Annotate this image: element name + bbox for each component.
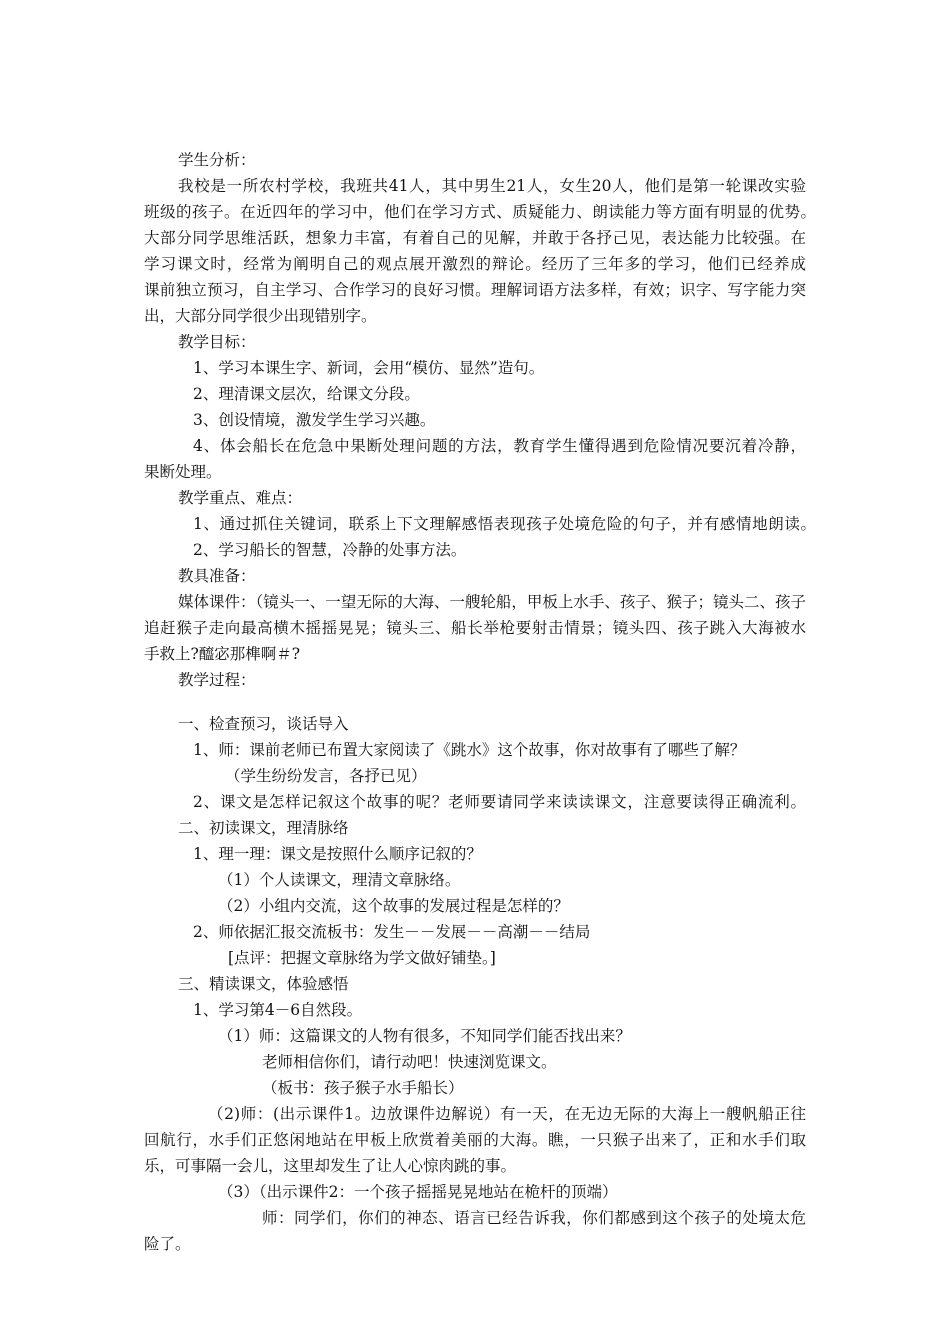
goal-item-continued: 果断处理。 (144, 463, 222, 481)
paragraph-line: 课前独立预习，自主学习、合作学习的良好习惯。理解词语方法多样，有效；识字、写字能力突 (144, 281, 806, 299)
process-subitem: （1）师：这篇课文的人物有很多，不知同学们能否找出来？ (218, 1027, 631, 1045)
goal-item: 3、创设情境，激发学生学习兴趣。 (193, 411, 436, 429)
paragraph-line: 班级的孩子。在近四年的学习中，他们在学习方式、质疑能力、朗读能力等方面有明显的优势。 (144, 203, 816, 221)
comment-note: [点评：把握文章脉络为学文做好铺垫。] (228, 949, 496, 967)
paragraph-line: 出，大部分同学很少出现错别字。 (144, 307, 377, 325)
paragraph-line: 手救上?醯宓那榫啊＃? (144, 645, 301, 663)
section-heading: 二、初读课文，理清脉络 (178, 819, 349, 837)
paragraph-line: 回航行，水手们正悠闲地站在甲板上欣赏着美丽的大海。瞧，一只猴子出来了，正和水手们取 (144, 1131, 806, 1149)
process-subitem: （2）小组内交流，这个故事的发展过程是怎样的？ (218, 897, 569, 915)
paragraph-line: 追赶猴子走向最高横木摇摇晃晃；镜头三、船长举枪要射击情景；镜头四、孩子跳入大海被水 (144, 619, 806, 637)
heading-teaching-aids: 教具准备： (178, 567, 256, 585)
process-subitem: （2)师：(出示课件1。边放课件边解说）有一天，在无边无际的大海上一艘帆船正往 (208, 1105, 806, 1123)
board-note: （板书：孩子猴子水手船长） (262, 1079, 464, 1097)
paragraph-line: 媒体课件：（镜头一、一望无际的大海、一艘轮船，甲板上水手、孩子、猴子；镜头二、孩子 (178, 593, 806, 611)
goal-item: 4、体会船长在危急中果断处理问题的方法，教育学生懂得遇到危险情况要沉着冷静， (193, 437, 806, 455)
heading-teaching-goals: 教学目标： (178, 333, 256, 351)
process-item: 1、学习第4－6自然段。 (193, 1001, 363, 1019)
process-subitem: （1）个人读课文，理清文章脉络。 (218, 871, 461, 889)
process-item: 2、师依据汇报交流板书：发生－－发展－－高潮－－结局 (193, 923, 591, 941)
paragraph-line: 险了。 (144, 1235, 191, 1253)
goal-item: 1、学习本课生字、新词，会用“模仿、显然”造句。 (193, 359, 545, 377)
process-item: 1、理一理：课文是按照什么顺序记叙的？ (193, 845, 482, 863)
goal-item: 2、理清课文层次，给课文分段。 (193, 385, 420, 403)
section-heading: 一、检查预习，谈话导入 (178, 715, 349, 733)
paragraph-line: 乐，可事隔一会儿，这里却发生了让人心惊肉跳的事。 (144, 1157, 517, 1175)
heading-student-analysis: 学生分析： (178, 151, 256, 169)
paragraph-line: 大部分同学思维活跃，想象力丰富，有着自己的见解，并敢于各抒己见，表达能力比较强。在 (144, 229, 806, 247)
process-item: 2、课文是怎样记叙这个故事的呢？老师要请同学来读读课文，注意要读得正确流利。 (193, 793, 806, 811)
paragraph-line: 学习课文时，经常为阐明自己的观点展开激烈的辩论。经历了三年多的学习，他们已经养成 (144, 255, 806, 273)
paragraph-line: 师：同学们，你们的神态、语言已经告诉我，你们都感到这个孩子的处境太危 (262, 1209, 806, 1227)
key-point-item: 1、通过抓住关键词，联系上下文理解感悟表现孩子处境危险的句子，并有感情地朗读。 (193, 515, 816, 533)
process-subitem: （3）（出示课件2：一个孩子摇摇晃晃地站在桅杆的顶端） (218, 1183, 618, 1201)
process-item: 1、师：课前老师已布置大家阅读了《跳水》这个故事，你对故事有了哪些了解？ (193, 741, 746, 759)
paragraph-line: 我校是一所农村学校，我班共41人，其中男生21人，女生20人，他们是第一轮课改实验 (178, 177, 806, 195)
process-note: （学生纷纷发言，各抒已见） (225, 767, 427, 785)
key-point-item: 2、学习船长的智慧，冷静的处事方法。 (193, 541, 467, 559)
section-heading: 三、精读课文，体验感悟 (178, 975, 349, 993)
process-note: 老师相信你们，请行动吧！快速浏览课文。 (262, 1053, 557, 1071)
heading-key-points: 教学重点、难点： (178, 489, 303, 507)
heading-teaching-process: 教学过程： (178, 671, 256, 689)
